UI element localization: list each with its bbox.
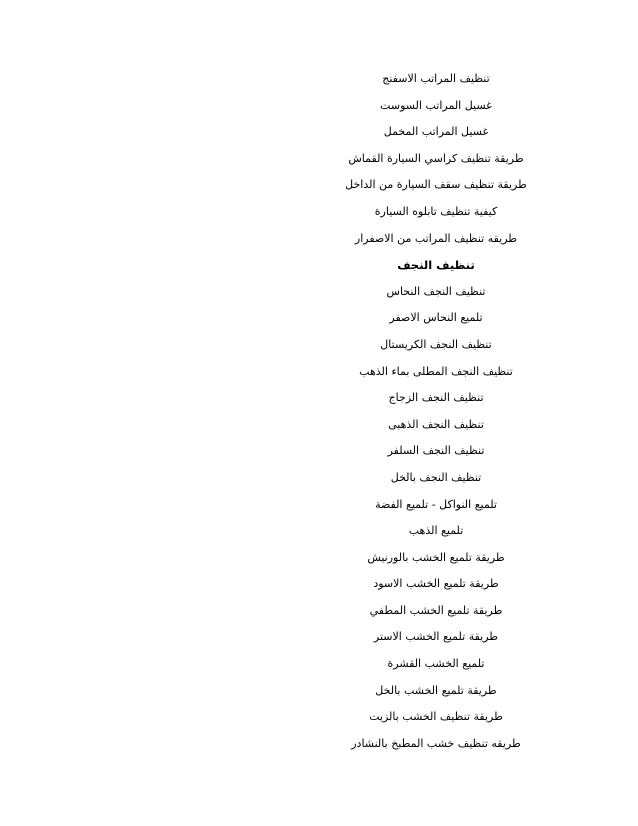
- document-line: طريقة تنظيف الخشب بالزيت: [369, 710, 503, 724]
- document-line: تنظيف النجف الذهبى: [388, 417, 484, 431]
- document-line: طريقة تنظيف كراسي السيارة القماش: [348, 151, 524, 165]
- document-line: تنظيف النجف الكريستال: [380, 337, 492, 351]
- document-line: تنظيف النجف بالخل: [390, 470, 482, 484]
- document-line: تنظيف النجف النحاس: [386, 284, 486, 298]
- document-line: طريقة تنظيف سقف السيارة من الداخل: [345, 178, 527, 192]
- document-line: تنظيف المراتب الاسفنج: [382, 72, 490, 85]
- document-line: تنظيف النجف المطلى بماء الذهب: [359, 364, 513, 378]
- document-line: طريقة تلميع الخشب بالورنيش: [367, 550, 505, 564]
- document-line: غسيل المراتب السوست: [380, 98, 492, 112]
- document-line: تلميع النواكل - تلميع الفضة: [375, 497, 497, 511]
- document-line: طريقه تنظيف المراتب من الاصفرار: [354, 231, 518, 245]
- document-line: غسيل المراتب المخمل: [383, 125, 489, 139]
- document-line: تلميع النحاس الاصفر: [389, 311, 483, 325]
- document-line: طريقة تلميع الخشب المطفي: [369, 603, 503, 617]
- document-line: كيفية تنظيف تابلوه السيارة: [374, 204, 498, 218]
- document-line: طريقة تلميع الخشب الاسود: [373, 577, 499, 591]
- document-line-list: [306, 72, 566, 763]
- document-line: طريقة تلميع الخشب بالخل: [375, 683, 497, 697]
- document-line: تنظيف النجف الزجاج: [388, 391, 484, 405]
- document-line: تلميع الخشب القشرة: [387, 657, 485, 671]
- document-line: طريقة تلميع الخشب الاستر: [373, 630, 499, 644]
- document-line: تنظيف النجف السلفر: [387, 444, 485, 458]
- document-line: تلميع الذهب: [408, 524, 464, 538]
- document-line: طريقه تنظيف خشب المطبخ بالنشادر: [351, 736, 521, 750]
- section-heading: تنظيف النجف: [397, 258, 475, 273]
